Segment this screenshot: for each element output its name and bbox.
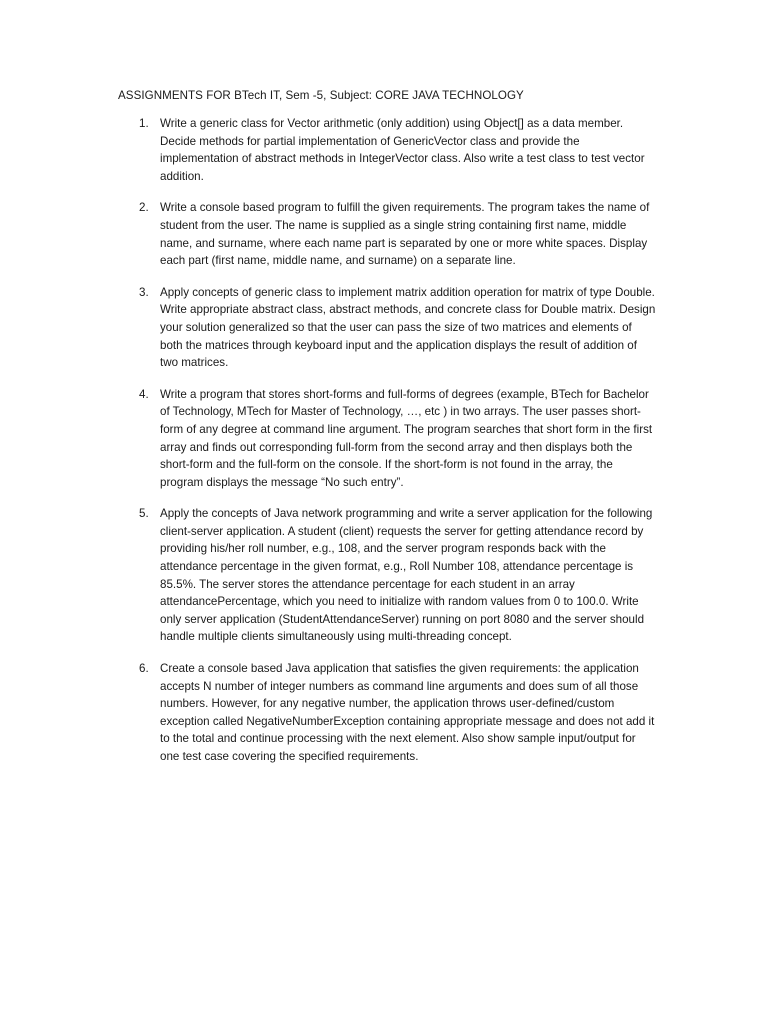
assignment-text: Write a program that stores short-forms and full-forms of degrees (example, BTech for Bachelor of Technology, MTech for Master of Technology, …, etc ) in two arrays. The user passes short-form of any degree at command line argument. The program searches that short form in the first array and finds out corresponding full-form from the second array and then displays both the short-form and the full-form on the console. If the short-form is not found in the array, the program displays the message “No such entry”.	[160, 387, 653, 489]
assignment-item-4	[118, 386, 658, 492]
assignment-item-6	[118, 660, 658, 766]
assignment-text: Write a generic class for Vector arithmetic (only addition) using Object[] as a data member. Decide methods for partial implementation of GenericVector class and provide the implementation of abstract methods in IntegerVector class. Also write a test class to test vector addition.	[160, 117, 645, 183]
assignment-number: 3.	[139, 285, 149, 299]
assignment-number: 5.	[139, 507, 149, 521]
assignment-text: Write a console based program to fulfill the given requirements. The program takes the name of student from the user. The name is supplied as a single string containing first name, middle name, and surname, where each name part is separated by one or more white spaces. Display each part (first name, middle name, and surname) on a separate line.	[160, 201, 650, 268]
assignment-number: 4.	[139, 387, 149, 401]
assignment-number: 1.	[139, 117, 149, 130]
assignment-number: 6.	[139, 662, 149, 676]
assignment-text: Apply concepts of generic class to implement matrix addition operation for matrix of type Double. Write appropriate abstract class, abstract methods, and concrete class for Double matrix. Design your solution generalized so that the user can pass the size of two matrices and elements of both the matrices through keyboard input and the application displays the result of addition of two matrices.	[160, 285, 656, 370]
assignment-text: Apply the concepts of Java network programming and write a server application for the following client-server application. A student (client) requests the server for getting attendance record by providing his/her roll number, e.g., 108, and the server program responds back with the attendance percentage in the given format, e.g., Roll Number 108, attendance percentage is 85.5%. The server stores the attendance percentage for each student in an array attendancePercentage, which you need to initialize with random values from 0 to 100.0. Write only server application (StudentAttendanceServer) running on port 8080 and the server should handle multiple clients simultaneously using multi-threading concept.	[160, 507, 653, 644]
assignment-text: Create a console based Java application that satisfies the given requirements: the application accepts N number of integer numbers as command line arguments and does sum of all those numbers. However, for any negative number, the application throws user-defined/custom exception called NegativeNumberException containing appropriate message and does not add it to the total and continue processing with the next element. Also show sample input/output for one test case covering the specified requirements.	[160, 662, 655, 763]
assignment-number: 2.	[139, 201, 149, 215]
assignment-item-2	[118, 199, 658, 269]
assignment-item-1	[118, 115, 658, 185]
document-title: ASSIGNMENTS FOR BTech IT, Sem -5, Subject: CORE JAVA TECHNOLOGY	[118, 89, 524, 102]
assignment-item-3	[118, 284, 658, 372]
assignment-item-5	[118, 505, 658, 646]
assignment-list	[118, 115, 658, 780]
